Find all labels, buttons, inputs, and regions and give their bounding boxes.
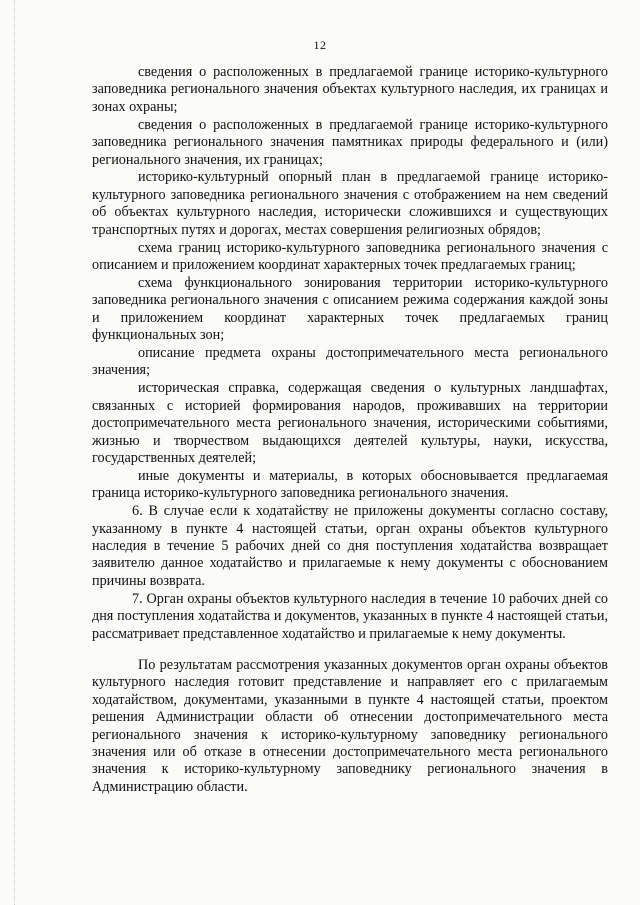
- paragraph-protection-subject: описание предмета охраны достопримечательного места регионального значения;: [92, 345, 608, 379]
- paragraph-clause-7: 7. Орган охраны объектов культурного наследия в течение 10 рабочих дней со дня поступления ходатайства и документов, указанных в пункте 4 настоящей статьи, рассматривает представленное ходатайство и прилагаемые к нему документы.: [92, 590, 608, 642]
- paragraph-zoning-scheme: схема функционального зонирования территории историко-культурного заповедника регионального значения с описанием режима содержания каждой зоны и приложением координат характерных точек предлагаемых границ функциональных зон;: [92, 274, 608, 344]
- paragraph-clause-6: 6. В случае если к ходатайству не приложены документы согласно составу, указанному в пункте 4 настоящей статьи, орган охраны объектов культурного наследия в течение 5 рабочих дней со дня поступления ходатайства возвращает заявителю данное ходатайство и прилагаемые к нему документы с обоснованием причины возврата.: [92, 503, 608, 589]
- paragraph-boundary-scheme: схема границ историко-культурного заповедника регионального значения с описанием и приложением координат характерных точек предлагаемых границ;: [92, 239, 608, 273]
- paragraph-historical-note: историческая справка, содержащая сведения о культурных ландшафтах, связанных с историей формирования народов, проживавших на территории достопримечательного места регионального значения, историческими событиями, жизнью и творчеством выдающихся деятелей культуры, науки, искусства, государственных деятелей;: [92, 380, 608, 466]
- page-number: 12: [313, 38, 327, 52]
- paragraph-info-natural-monuments: сведения о расположенных в предлагаемой границе историко-культурного заповедника регионального значения памятниках природы федерального и (или) регионального значения, их границах;: [92, 116, 608, 168]
- paragraph-info-heritage-objects: сведения о расположенных в предлагаемой границе историко-культурного заповедника регионального значения объектах культурного наследия, их границах и зонах охраны;: [92, 64, 608, 115]
- paragraph-reference-plan: историко-культурный опорный план в предлагаемой границе историко-культурного заповедника регионального значения с отображением на нем сведений об объектах культурного наследия, исторически сложившихся и существующих транспортных путях и дорогах, местах совершения религиозных обрядов;: [92, 169, 608, 238]
- paragraph-other-documents: иные документы и материалы, в которых обосновывается предлагаемая граница историко-культурного заповедника регионального значения.: [92, 467, 608, 502]
- paragraph-review-results: По результатам рассмотрения указанных документов орган охраны объектов культурного наследия готовит представление и направляет его с прилагаемым ходатайством, документами, указанными в пункте 4 настоящей статьи, проектом решения Администрации области об отнесении достопримечательного места регионального значения к историко-культурному заповеднику регионального значения или об отказе в отнесении достопримечательного места регионального значения к историко-культурному заповеднику регионального значения в Администрацию области.: [92, 656, 608, 795]
- scan-edge-line: [14, 0, 16, 905]
- document-body: [92, 64, 608, 797]
